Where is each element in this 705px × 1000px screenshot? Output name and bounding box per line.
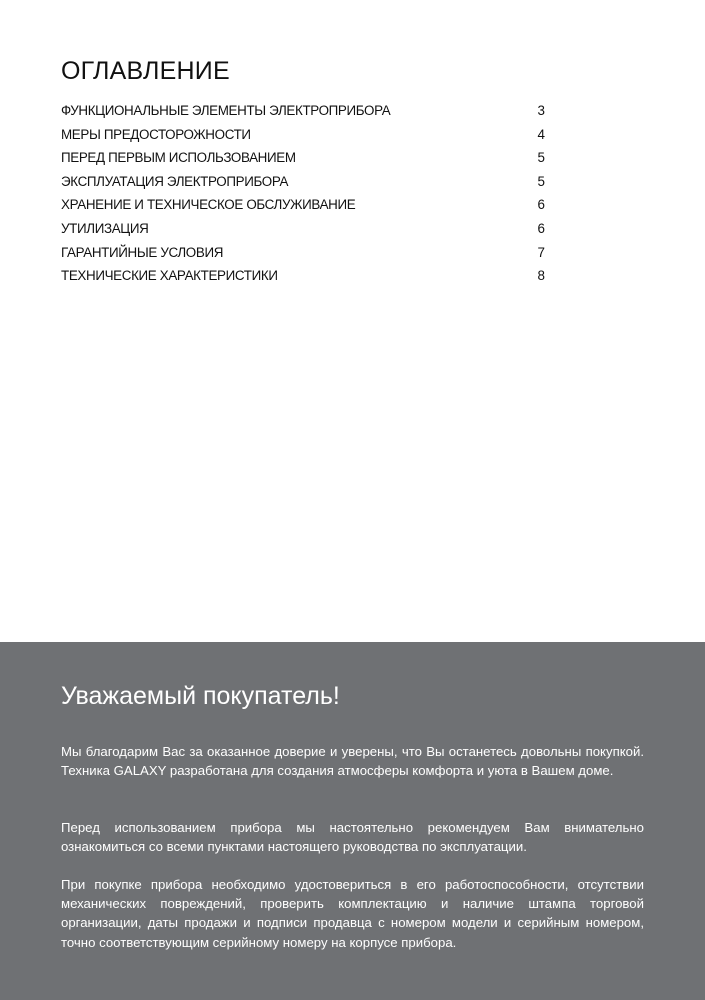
toc-entry-disposal[interactable] — [61, 217, 545, 241]
toc-entry-page: 7 — [537, 244, 545, 260]
toc-entry-page: 8 — [537, 268, 545, 284]
toc-entry-label: ПЕРЕД ПЕРВЫМ ИСПОЛЬЗОВАНИЕМ — [61, 150, 296, 166]
greeting-paragraph-purchase-check: При покупке прибора необходимо удостовериться в его работоспособности, отсутствии механических повреждений, проверить комплектацию и наличие штампа торговой организации, даты продажи и подписи продавца с номером модели и серийным номером, точно соответствующим серийному номеру на корпусе прибора. — [61, 877, 644, 950]
toc-entry-before-first-use[interactable] — [61, 146, 545, 170]
toc-list — [61, 99, 545, 288]
greeting-paragraph-thanks: Мы благодарим Вас за оказанное доверие и уверены, что Вы останетесь довольны покупкой. Техника GALAXY разработана для создания атмосферы комфорта и уюта в Вашем доме. — [61, 744, 644, 779]
table-of-contents — [61, 55, 545, 288]
toc-entry-label: ЭКСПЛУАТАЦИЯ ЭЛЕКТРОПРИБОРА — [61, 173, 289, 189]
toc-entry-page: 4 — [537, 126, 545, 142]
toc-entry-label: ГАРАНТИЙНЫЕ УСЛОВИЯ — [61, 244, 224, 260]
toc-entry-label: ХРАНЕНИЕ И ТЕХНИЧЕСКОЕ ОБСЛУЖИВАНИЕ — [61, 197, 356, 213]
toc-entry-page: 6 — [537, 197, 545, 213]
greeting-title: Уважаемый покупатель! — [61, 682, 340, 710]
toc-entry-label: ТЕХНИЧЕСКИЕ ХАРАКТЕРИСТИКИ — [61, 268, 278, 284]
toc-entry-page: 5 — [537, 173, 545, 189]
toc-entry-precautions[interactable] — [61, 123, 545, 147]
toc-entry-specifications[interactable] — [61, 264, 545, 288]
toc-entry-page: 5 — [537, 150, 545, 166]
toc-entry-operation[interactable] — [61, 170, 545, 194]
toc-entry-label: ФУНКЦИОНАЛЬНЫЕ ЭЛЕМЕНТЫ ЭЛЕКТРОПРИБОРА — [61, 103, 391, 118]
toc-entry-label: УТИЛИЗАЦИЯ — [61, 220, 149, 236]
greeting-paragraph-read-manual: Перед использованием прибора мы настоятельно рекомендуем Вам внимательно ознакомиться со всеми пунктами настоящего руководства по эксплуатации. — [61, 820, 644, 855]
toc-entry-storage-maintenance[interactable] — [61, 193, 545, 217]
toc-entry-page: 6 — [537, 220, 545, 236]
toc-title: ОГЛАВЛЕНИЕ — [61, 57, 230, 85]
toc-entry-warranty[interactable] — [61, 241, 545, 265]
toc-entry-label: МЕРЫ ПРЕДОСТОРОЖНОСТИ — [61, 126, 251, 142]
toc-entry-functional-elements[interactable] — [61, 99, 545, 123]
greeting-panel — [0, 642, 705, 1000]
toc-entry-page: 3 — [537, 103, 545, 118]
